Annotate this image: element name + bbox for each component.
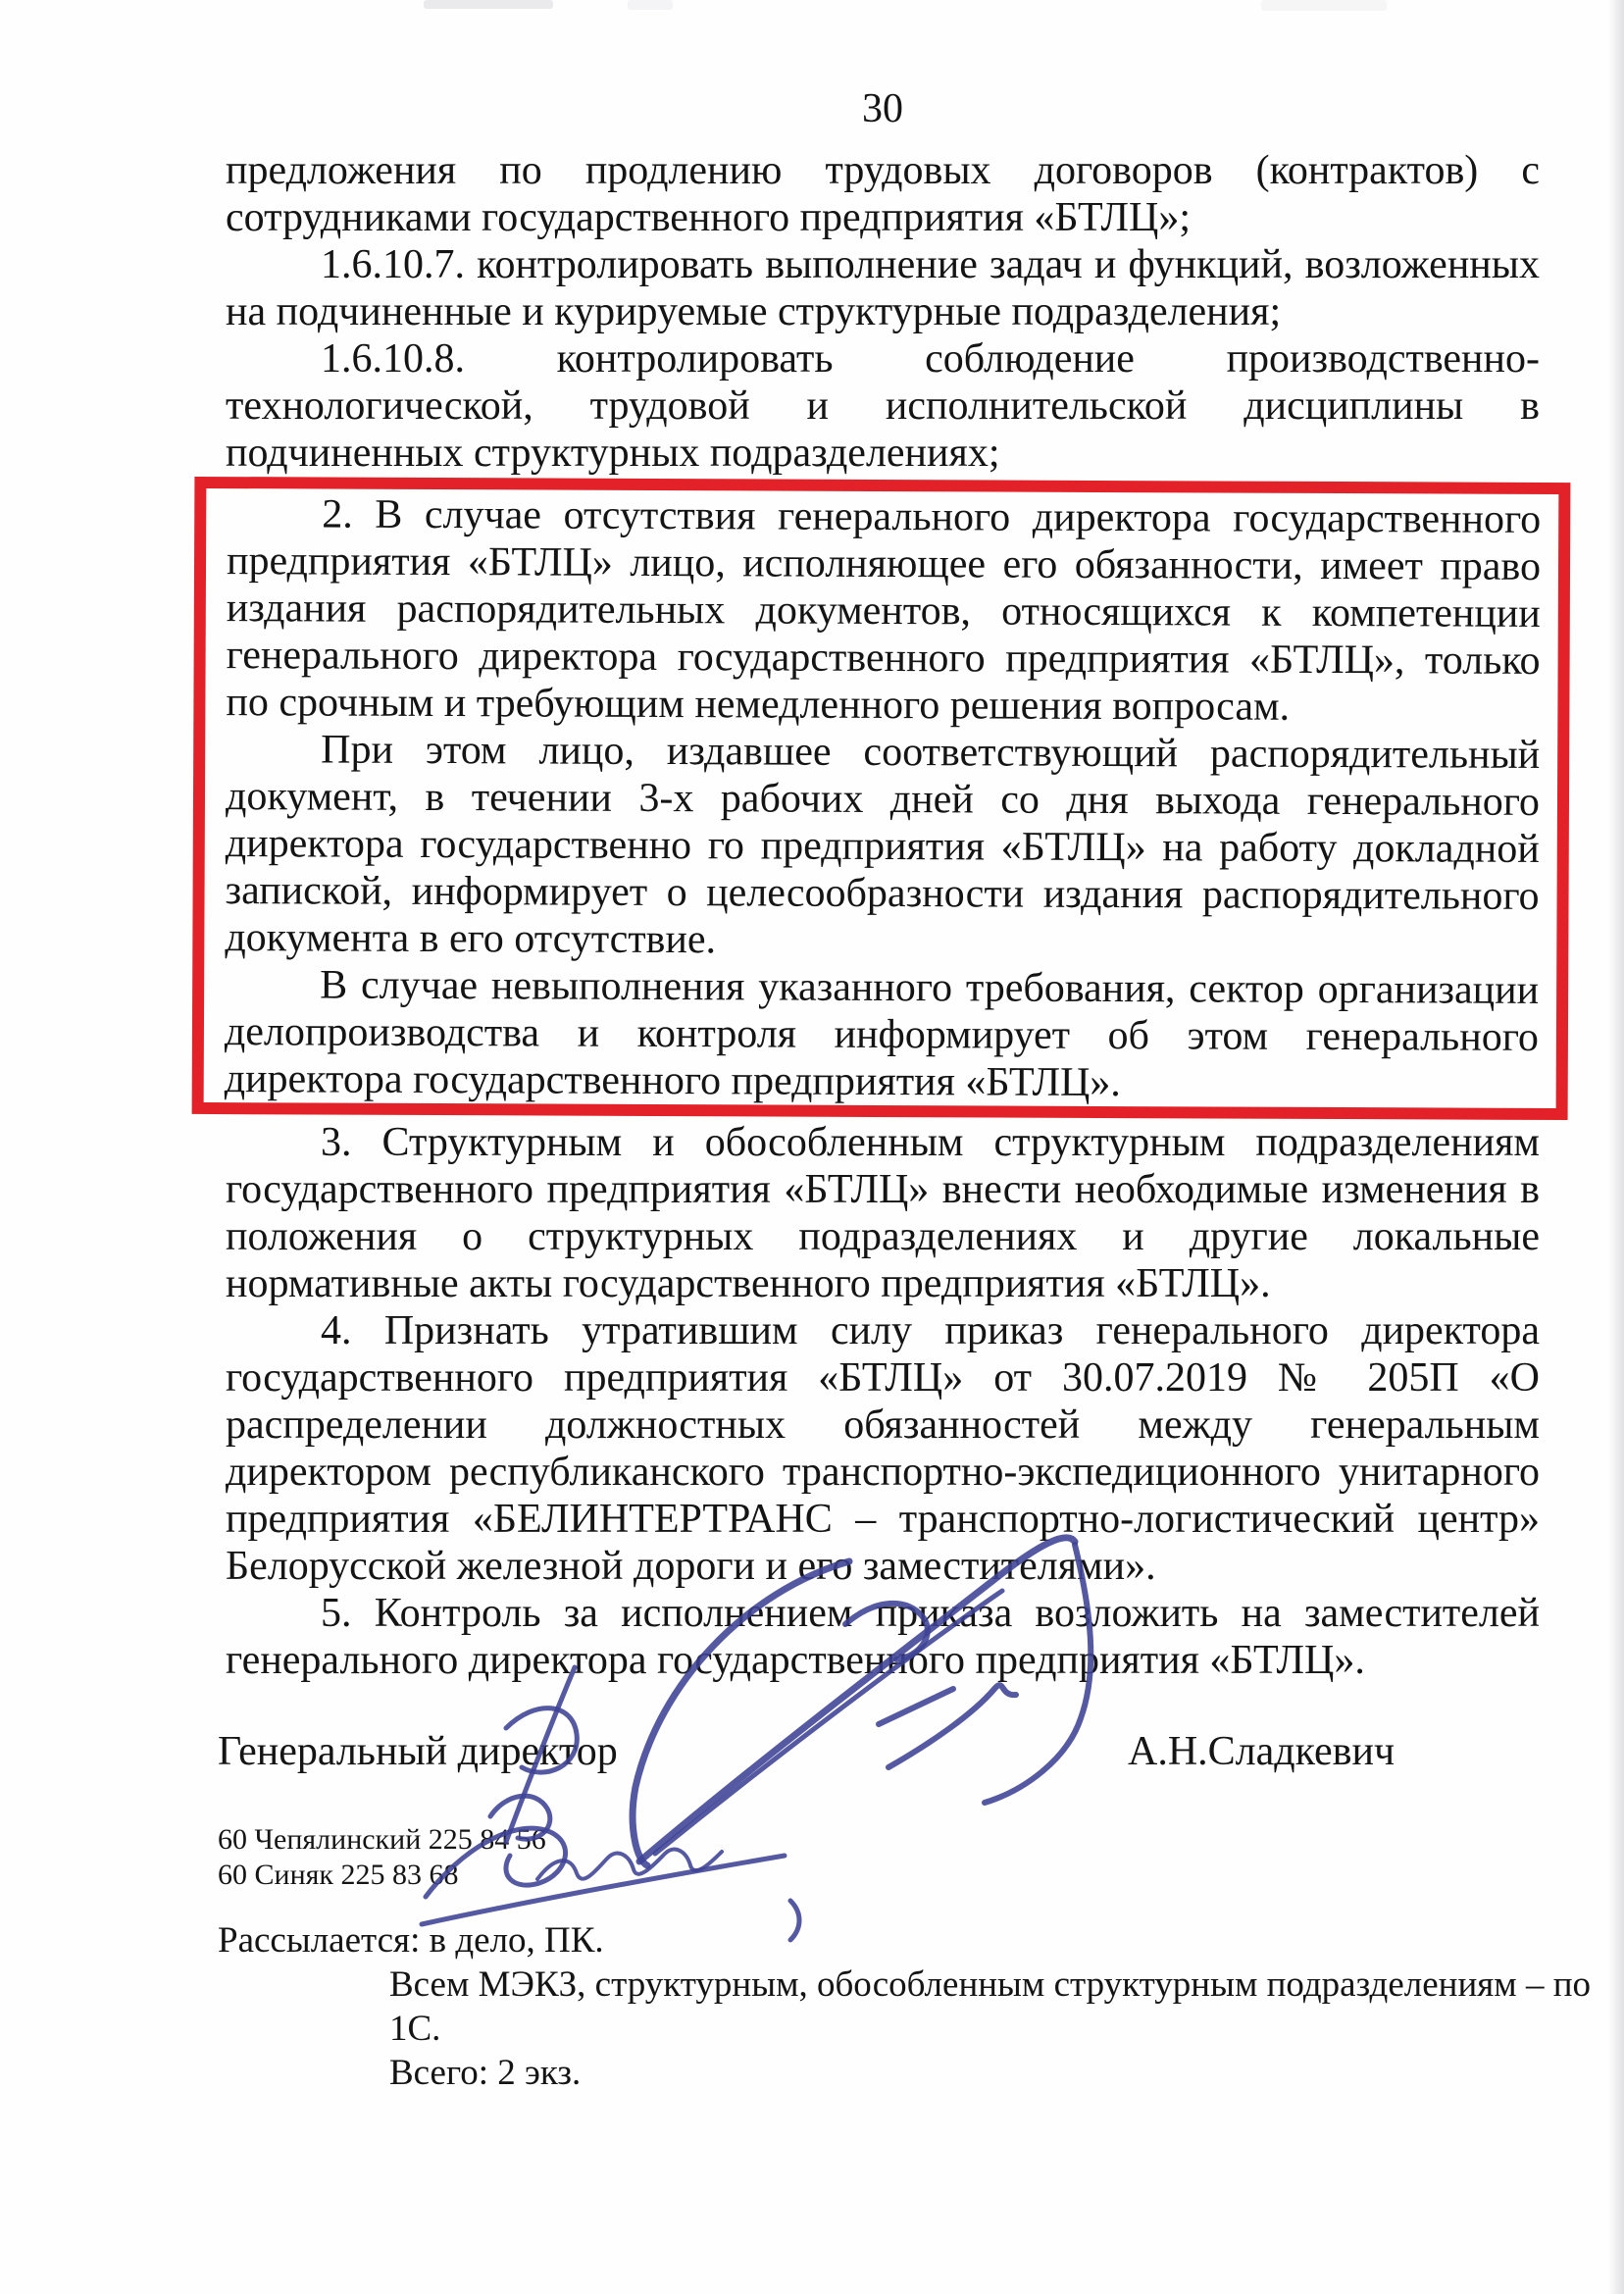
distribution-block [218, 1918, 1624, 2095]
clause-2-paragraph-2: При этом лицо, издавшее соответствующий распорядительный документ, в течении 3-х рабочих дней со дня выхода генерального директора государственно го предприятия «БТЛЦ» на работу докладной запиской, информирует о целесообразности издания распорядительного документа в его отсутствие. [225, 727, 1541, 963]
clause-1-6-10-7: 1.6.10.7. контролировать выполнение задач и функций, возложенных на подчиненные и курируемые структурные подразделения; [226, 242, 1540, 334]
page-number: 30 [862, 86, 903, 131]
scan-artifact [1261, 0, 1387, 11]
scan-artifact [424, 0, 553, 9]
scan-artifact [628, 0, 673, 10]
clause-5: 5. Контроль за исполнением приказа возложить на заместителей генерального директора государственного предприятия «БТЛЦ». [226, 1591, 1540, 1683]
distribution-line: Всем МЭКЗ, структурным, обособленным структурным подразделениям – по 1С. [389, 1964, 1592, 2049]
clause-3: 3. Структурным и обособленным структурным подразделениям государственного предприятия «БТЛЦ» внести необходимые изменения в положения о структурных подразделениях и другие локальные нормативные акты государственного предприятия «БТЛЦ». [226, 1120, 1540, 1306]
signature-line [218, 1728, 1548, 1775]
distribution-line: Всего: 2 экз. [389, 2053, 582, 2093]
signer-name: А.Н.Сладкевич [1128, 1729, 1396, 1774]
clause-1-6-10-8: 1.6.10.8. контролировать соблюдение производственно-технологической, трудовой и исполнительской дисциплины в подчиненных структурных подразделениях; [226, 336, 1540, 476]
document-body [226, 147, 1540, 1684]
paragraph-continuation: предложения по продлению трудовых договоров (контрактов) с сотрудниками государственного предприятия «БТЛЦ»; [226, 148, 1540, 240]
contacts-block [218, 1822, 546, 1893]
distribution-line: Рассылается: в дело, ПК. [218, 1920, 604, 1961]
signature-stroke [537, 1850, 722, 1879]
clause-4: 4. Признать утратившим силу приказ генерального директора государственного предприятия «БТЛЦ» от 30.07.2019 № 205П «О распределении должностных обязанностей между генеральным директором республиканского транспортно-экспедиционного унитарного предприятия «БЕЛИНТЕРТРАНС – транспортно-логистический центр» Белорусской железной дороги и его заместителями». [226, 1308, 1540, 1589]
contact-line: 60 Чепялинский 225 84 56 [218, 1823, 546, 1856]
clause-2: 2. В случае отсутствия генерального директора государственного предприятия «БТЛЦ» лицо, исполняющее его обязанности, имеет право издания распорядительных документов, относящихся к компетенции генерального директора государственного предприятия «БТЛЦ», только по срочным и требующим немедленного решения вопросам. [226, 491, 1542, 730]
signer-title: Генеральный директор [218, 1729, 618, 1774]
signature-stroke [879, 1689, 953, 1724]
highlighted-section-box [192, 477, 1571, 1120]
contact-line: 60 Синяк 225 83 68 [218, 1859, 459, 1891]
clause-2-paragraph-3: В случае невыполнения указанного требования, сектор организации делопроизводства и контроля информирует об этом генерального директора государственного предприятия «БТЛЦ». [224, 962, 1540, 1106]
